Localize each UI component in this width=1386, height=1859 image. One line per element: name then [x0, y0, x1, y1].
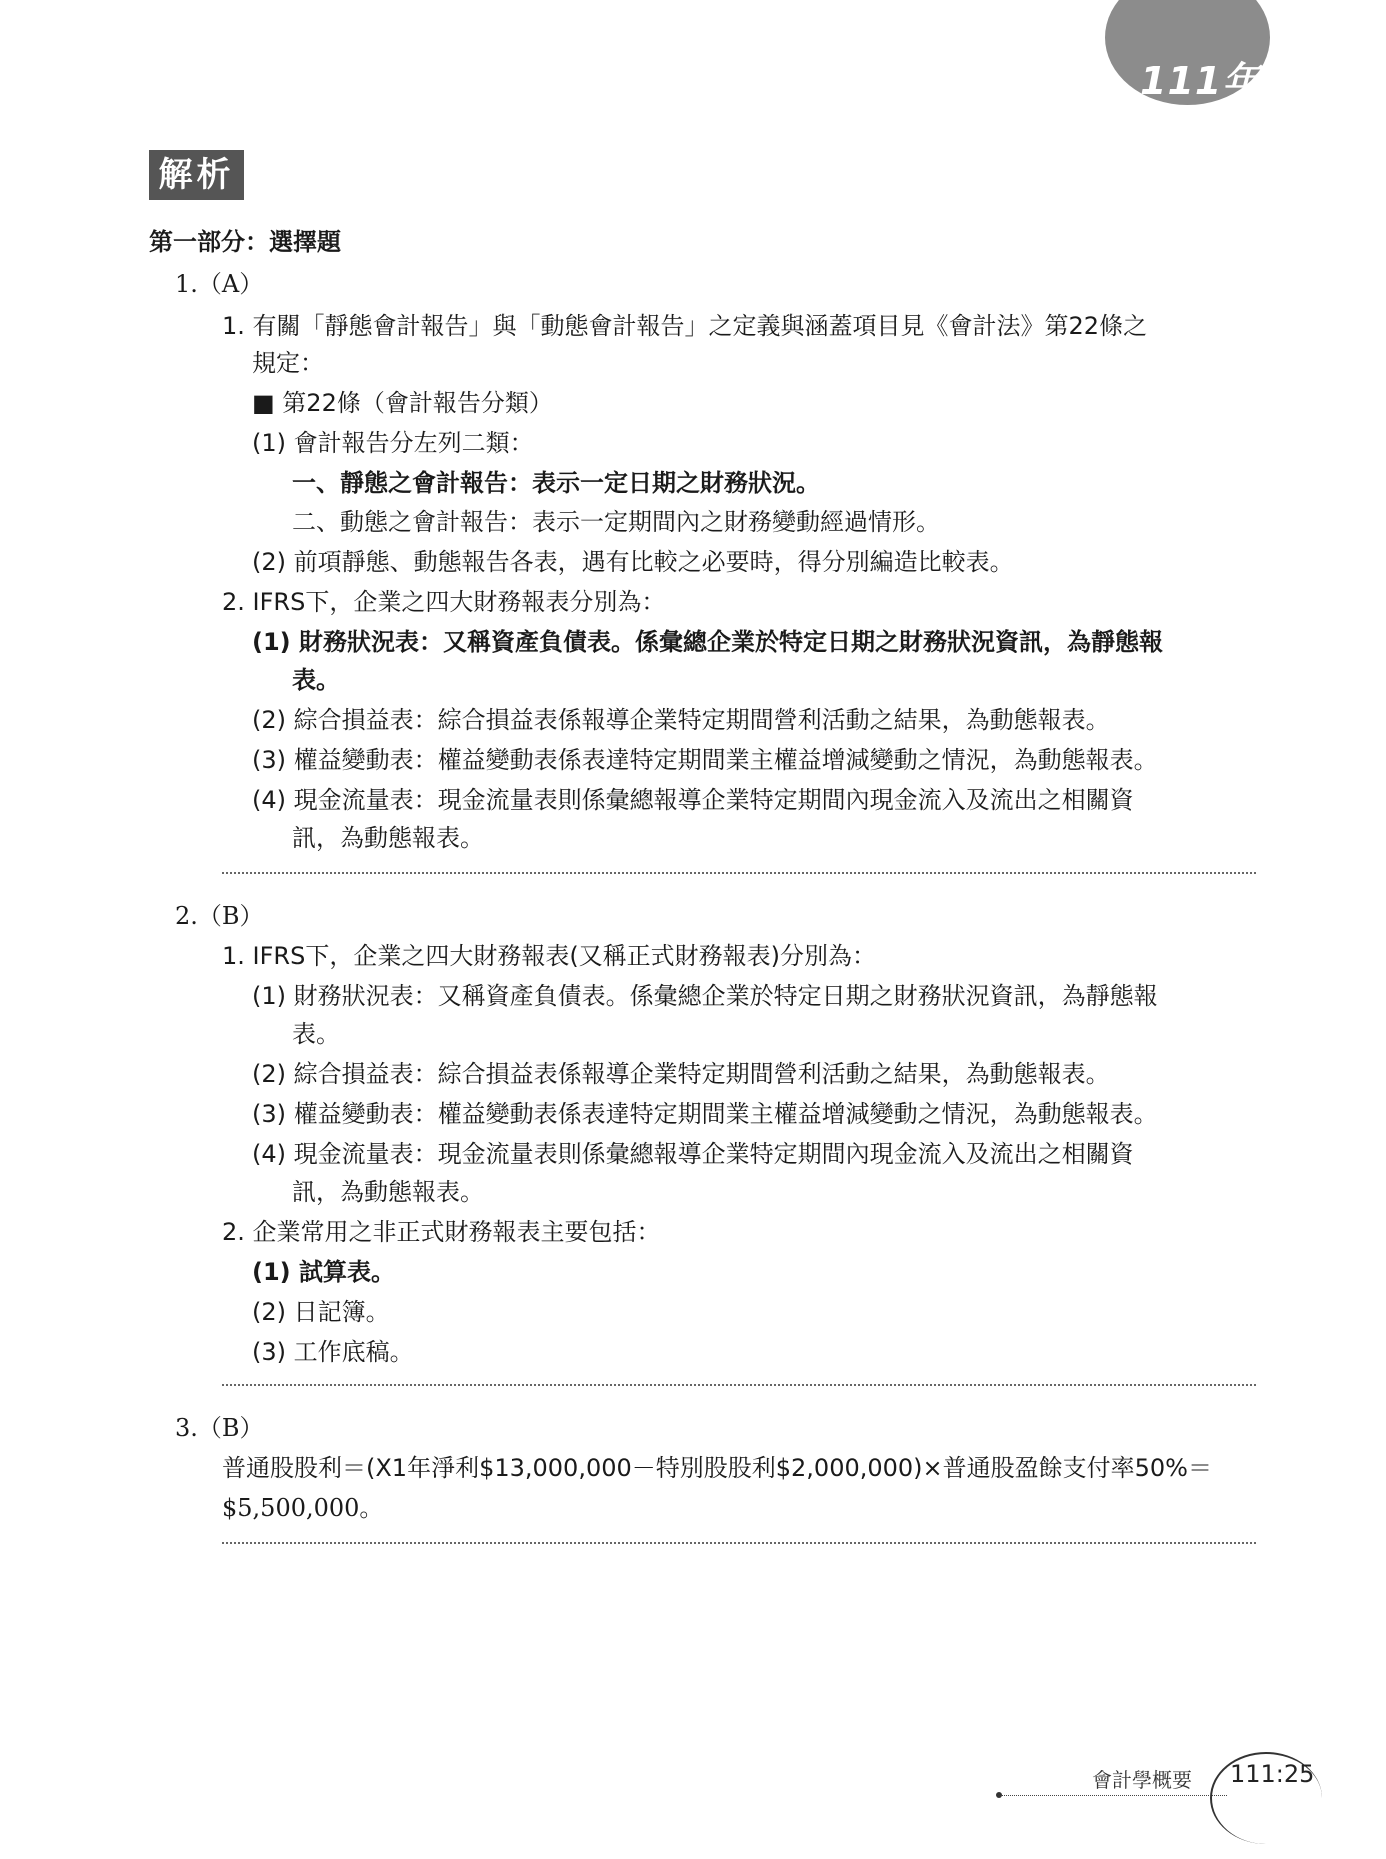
- q2-s1-line1: (1) 財務狀況表：又稱資產負債表。係彙總企業於特定日期之財務狀況資訊，為靜態報: [252, 982, 1158, 1010]
- q3-line1: 普通股股利＝(X1年淨利$13,000,000－特別股股利$2,000,000)×普通股盈餘支付率50%＝: [222, 1454, 1212, 1482]
- q2-n1: (1) 試算表。: [252, 1258, 395, 1286]
- q1-sub1-b: 二、動態之會計報告：表示一定期間內之財務變動經過情形。: [292, 508, 940, 536]
- q1-number: 1.（A）: [175, 270, 264, 298]
- q2-item1: 1. IFRS下，企業之四大財務報表(又稱正式財務報表)分別為：: [222, 942, 877, 970]
- q1-sub2: (2) 前項靜態、動態報告各表，遇有比較之必要時，得分別編造比較表。: [252, 548, 1014, 576]
- section-title: 解析: [149, 150, 244, 200]
- q1-s4-line2: 訊，為動態報表。: [292, 824, 484, 852]
- separator-3: [222, 1542, 1256, 1544]
- q1-sub1: (1) 會計報告分左列二類：: [252, 429, 534, 457]
- footer-page-number: 111:25: [1230, 1760, 1315, 1788]
- q3-line2: $5,500,000。: [222, 1494, 384, 1522]
- q1-article: ■ 第22條（會計報告分類）: [252, 389, 553, 417]
- q1-s1-line2: 表。: [292, 666, 340, 694]
- q2-s2: (2) 綜合損益表：綜合損益表係報導企業特定期間營利活動之結果，為動態報表。: [252, 1060, 1110, 1088]
- q1-s4-line1: (4) 現金流量表：現金流量表則係彙總報導企業特定期間內現金流入及流出之相關資: [252, 786, 1134, 814]
- q1-s1-line1: (1) 財務狀況表：又稱資產負債表。係彙總企業於特定日期之財務狀況資訊，為靜態報: [252, 628, 1163, 656]
- q2-number: 2.（B）: [175, 902, 264, 930]
- q1-item2: 2. IFRS下，企業之四大財務報表分別為：: [222, 588, 666, 616]
- q2-s4-line2: 訊，為動態報表。: [292, 1178, 484, 1206]
- part-title: 第一部分：選擇題: [149, 228, 341, 256]
- q1-item1-line2: 規定：: [252, 349, 324, 377]
- q1-s2: (2) 綜合損益表：綜合損益表係報導企業特定期間營利活動之結果，為動態報表。: [252, 706, 1110, 734]
- footer-dot: [996, 1792, 1002, 1798]
- q3-number: 3.（B）: [175, 1414, 264, 1442]
- q1-s3: (3) 權益變動表：權益變動表係表達特定期間業主權益增減變動之情況，為動態報表。: [252, 746, 1158, 774]
- q1-item1-line1: 1. 有關「靜態會計報告」與「動態會計報告」之定義與涵蓋項目見《會計法》第22條之: [222, 312, 1148, 340]
- year-tab-label: 111年: [1140, 59, 1262, 103]
- q2-s4-line1: (4) 現金流量表：現金流量表則係彙總報導企業特定期間內現金流入及流出之相關資: [252, 1140, 1134, 1168]
- q1-sub1-a: 一、靜態之會計報告：表示一定日期之財務狀況。: [292, 469, 820, 497]
- q2-n3: (3) 工作底稿。: [252, 1338, 414, 1366]
- footer-book-title: 會計學概要: [1092, 1768, 1192, 1792]
- q2-item2: 2. 企業常用之非正式財務報表主要包括：: [222, 1218, 661, 1246]
- separator-2: [222, 1384, 1256, 1386]
- q2-s3: (3) 權益變動表：權益變動表係表達特定期間業主權益增減變動之情況，為動態報表。: [252, 1100, 1158, 1128]
- separator-1: [222, 872, 1256, 874]
- q2-n2: (2) 日記簿。: [252, 1298, 390, 1326]
- footer-dotted-line: [1002, 1795, 1227, 1796]
- q2-s1-line2: 表。: [292, 1020, 340, 1048]
